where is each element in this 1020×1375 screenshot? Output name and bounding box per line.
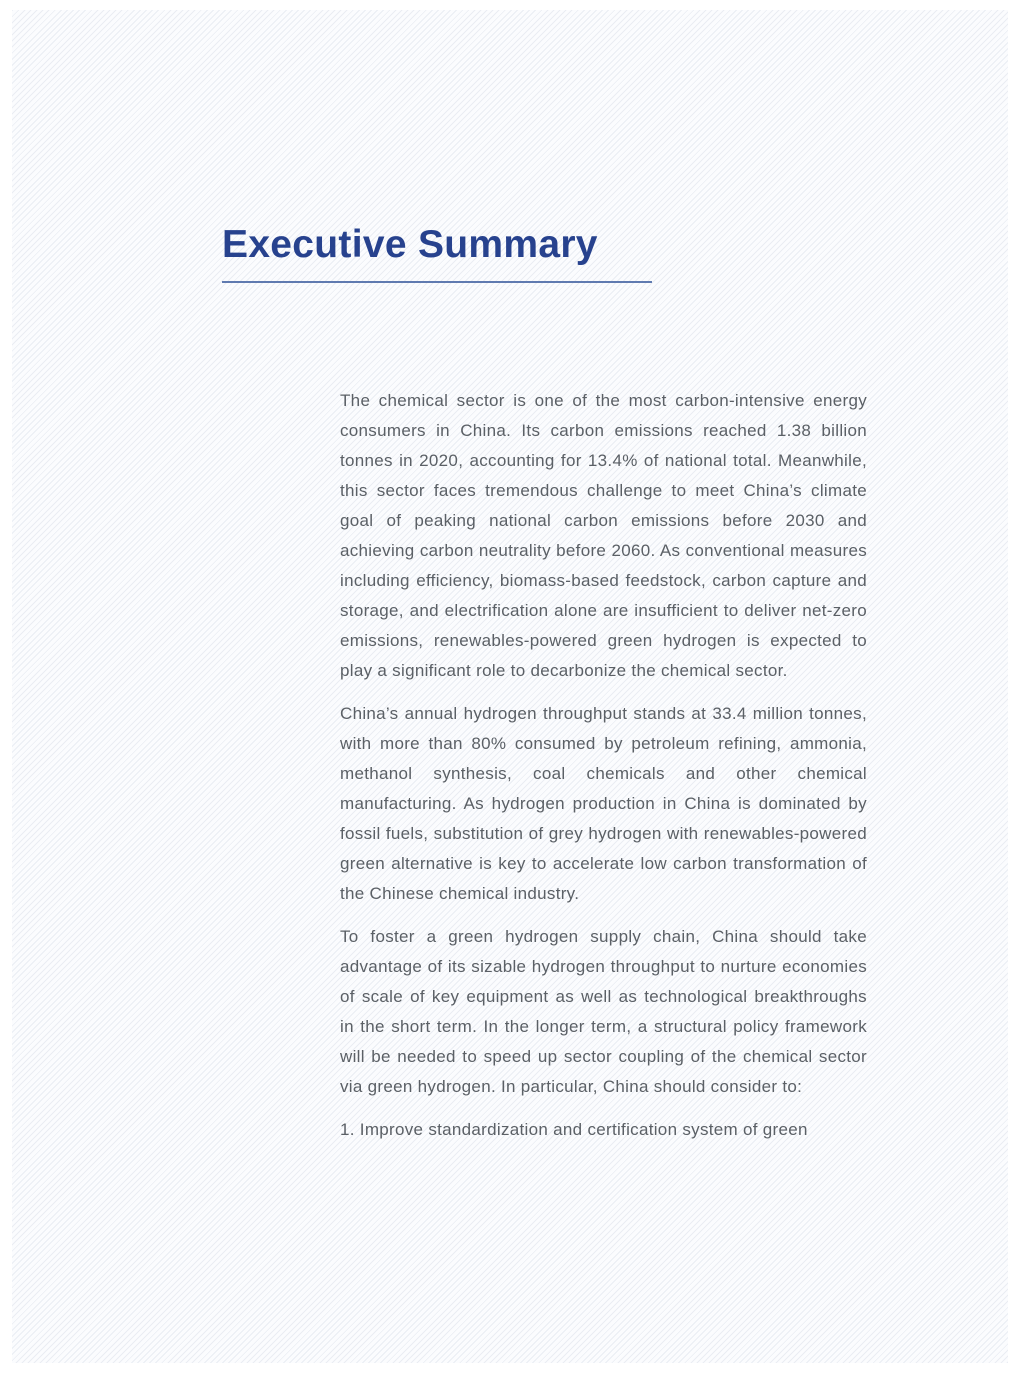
paragraph-1: The chemical sector is one of the most carbon-intensive energy consumers in China. Its carbon emissions reached 1.38 billion tonnes in 2020, accounting for 13.4% of national total. Meanwhile, this sector faces tremendous challenge to meet China’s climate goal of peaking national carbon emissions before 2030 and achieving carbon neutrality before 2060. As conventional measures including efficiency, biomass-based feedstock, carbon capture and storage, and electrification alone are insufficient to deliver net-zero emissions, renewables-powered green hydrogen is expected to play a significant role to decarbonize the chemical sector. <box>340 391 867 680</box>
paragraph-3: To foster a green hydrogen supply chain, China should take advantage of its sizable hydrogen throughput to nurture economies of scale of key equipment as well as technological breakthroughs in the short term. In the longer term, a structural policy framework will be needed to speed up sector coupling of the chemical sector via green hydrogen. In particular, China should consider to: <box>340 927 867 1096</box>
section-heading: Executive Summary <box>222 223 598 266</box>
body-text-column <box>340 386 867 1158</box>
heading-underline <box>222 281 652 283</box>
paragraph-2: China’s annual hydrogen throughput stands at 33.4 million tonnes, with more than 80% consumed by petroleum refining, ammonia, methanol synthesis, coal chemicals and other chemical manufacturing. As hydrogen production in China is dominated by fossil fuels, substitution of grey hydrogen with renewables-powered green alternative is key to accelerate low carbon transformation of the Chinese chemical industry. <box>340 704 867 903</box>
paragraph-4-list-item: 1. Improve standardization and certification system of green <box>340 1120 808 1139</box>
